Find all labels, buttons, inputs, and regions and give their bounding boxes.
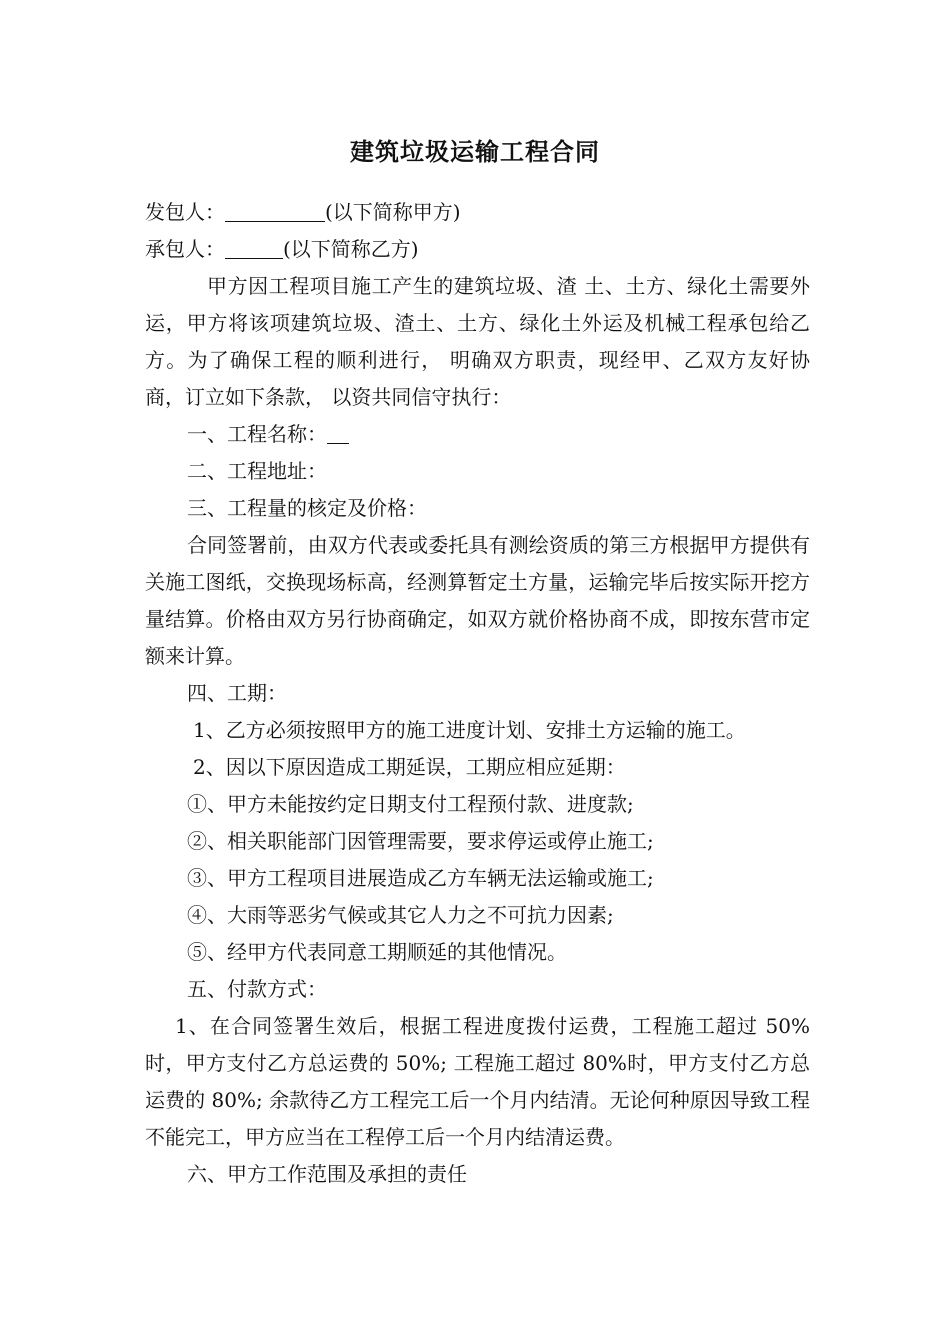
section-employer-scope: 六、甲方工作范围及承担的责任 [187, 1162, 467, 1186]
contractor-blank [225, 236, 283, 259]
schedule-item-2: 2、因以下原因造成工期延误，工期应相应延期： [193, 755, 626, 779]
delay-reason-5: ⑤、经甲方代表同意工期顺延的其他情况。 [187, 940, 567, 964]
employer-blank [225, 199, 325, 222]
section-schedule: 四、工期： [187, 681, 287, 705]
contractor-note: (以下简称乙方) [283, 237, 419, 261]
delay-reason-3: ③、甲方工程项目进展造成乙方车辆无法运输或施工; [187, 866, 654, 890]
delay-reason-2: ②、相关职能部门因管理需要，要求停运或停止施工; [187, 829, 654, 853]
delay-reason-1: ①、甲方未能按约定日期支付工程预付款、进度款; [187, 792, 634, 816]
payment-paragraph: 1、在合同签署生效后，根据工程进度拨付运费，工程施工超过 50%时，甲方支付乙方总运费的 50%; 工程施工超过 80%时，甲方支付乙方总运费的 80%; 余款待乙方工程完工后一个月内结清。无论何种原因导致工程不能完工，甲方应当在工程停工后一个月内结清运费。 [145, 1014, 810, 1149]
delay-reason-4: ④、大雨等恶劣气候或其它人力之不可抗力因素; [187, 903, 614, 927]
section-project-name-label: 一、工程名称： [187, 422, 327, 446]
quantity-price-paragraph: 合同签署前，由双方代表或委托具有测绘资质的第三方根据甲方提供有关施工图纸，交换现场标高，经测算暂定土方量，运输完毕后按实际开挖方量结算。价格由双方另行协商确定，如双方就价格协商不成，即按东营市定额来计算。 [145, 533, 810, 668]
contractor-line [145, 231, 810, 268]
section-project-name [145, 416, 810, 453]
employer-line [145, 194, 810, 231]
schedule-item-1: 1、乙方必须按照甲方的施工进度计划、安排土方运输的施工。 [193, 718, 746, 742]
contractor-label: 承包人： [145, 237, 225, 261]
section-quantity-price: 三、工程量的核定及价格： [187, 496, 427, 520]
project-name-blank [327, 421, 349, 444]
employer-note: (以下简称甲方) [325, 200, 461, 224]
intro-paragraph: 甲方因工程项目施工产生的建筑垃圾、渣 土、土方、绿化土需要外运，甲方将该项建筑垃圾、渣土、土方、绿化土外运及机械工程承包给乙方。为了确保工程的顺利进行， 明确双方职责，现经甲、乙双方友好协商，订立如下条款， 以资共同信守执行： [145, 274, 810, 409]
section-payment: 五、付款方式： [187, 977, 327, 1001]
employer-label: 发包人： [145, 200, 225, 224]
section-project-address: 二、工程地址： [187, 459, 327, 483]
document-title: 建筑垃圾运输工程合同 [350, 138, 600, 166]
contract-body [145, 194, 810, 1193]
